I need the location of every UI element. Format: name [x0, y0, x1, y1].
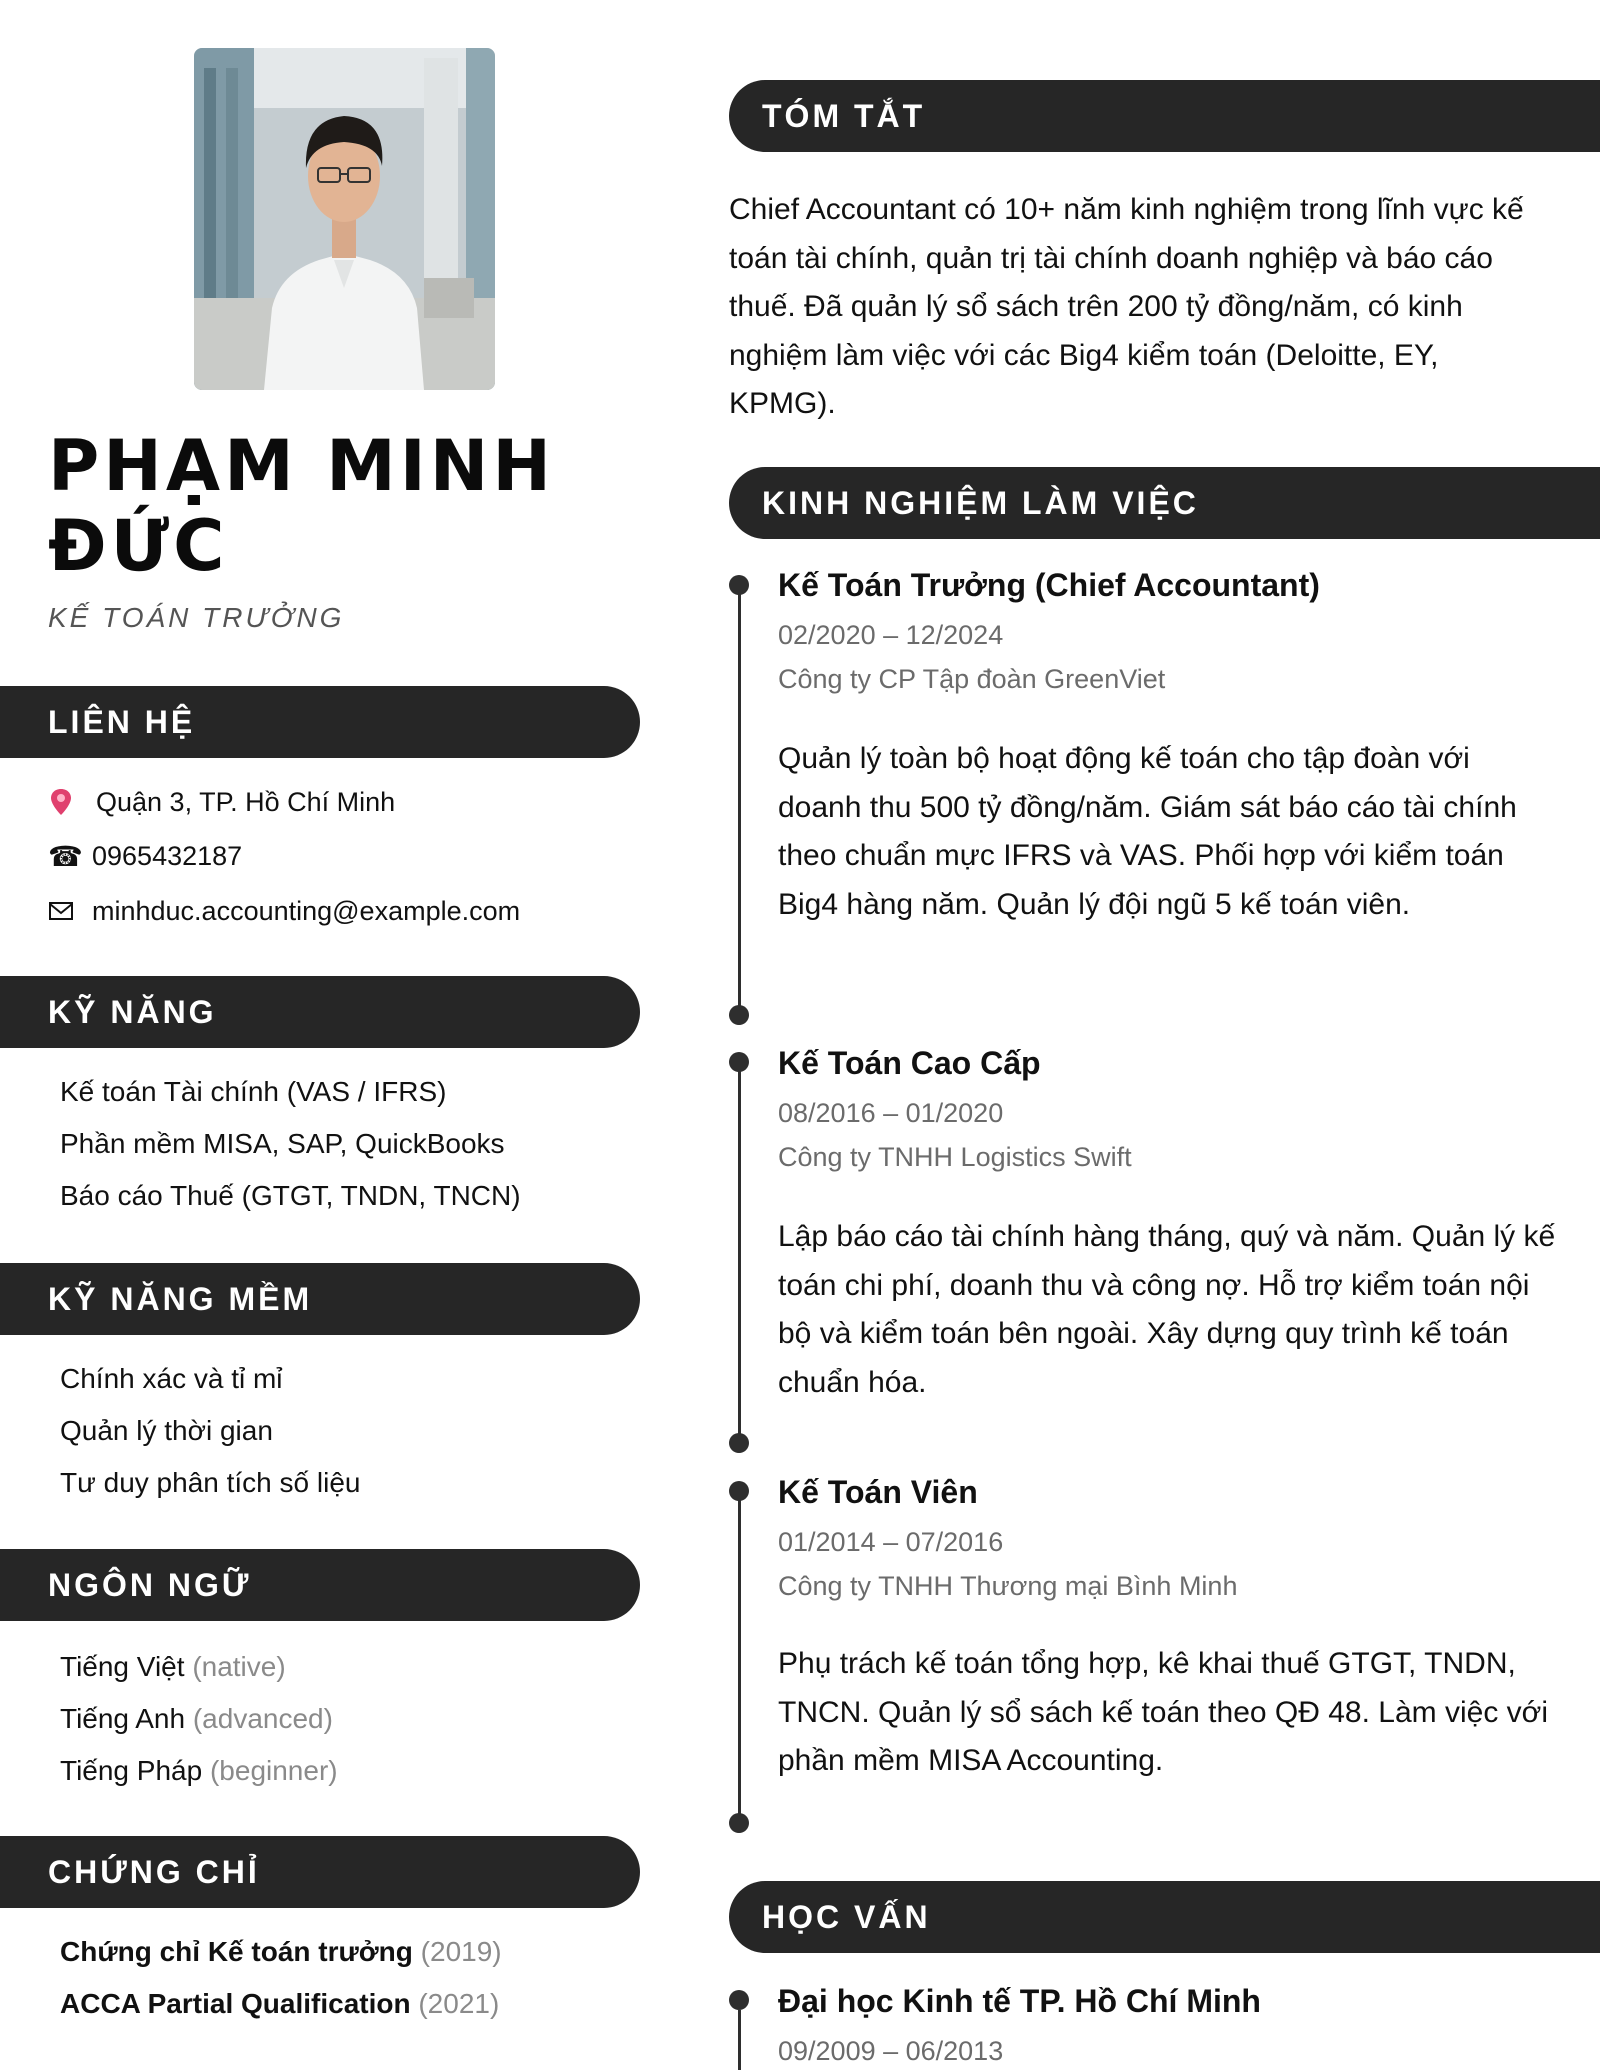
job-company: Công ty TNHH Thương mại Bình Minh	[778, 1571, 1238, 1601]
list-item: Chính xác và tỉ mỉ	[60, 1363, 283, 1394]
contact-address: Quận 3, TP. Hồ Chí Minh	[96, 786, 396, 817]
languages-heading: NGÔN NGỮ	[0, 1549, 640, 1621]
timeline-dot	[729, 1005, 749, 1025]
certificate-name: ACCA Partial Qualification	[60, 1988, 411, 2019]
education-heading: HỌC VẤN	[729, 1881, 1600, 1953]
language-level: (beginner)	[209, 1755, 338, 1786]
language-level: (advanced)	[192, 1703, 333, 1734]
skills-list	[60, 1066, 521, 1222]
location-pin-icon	[48, 786, 86, 818]
candidate-job-title: KẾ TOÁN TRƯỞNG	[48, 602, 345, 633]
timeline-line	[738, 1491, 741, 1823]
languages-list	[60, 1641, 338, 1797]
job-dates: 02/2020 – 12/2024	[778, 620, 1004, 650]
timeline-dot	[729, 1990, 749, 2010]
skills-heading: KỸ NĂNG	[0, 976, 640, 1048]
profile-photo	[194, 48, 495, 390]
certificate-item	[60, 1926, 502, 1978]
soft-skills-list	[60, 1353, 360, 1509]
job-company: Công ty CP Tập đoàn GreenViet	[778, 664, 1166, 694]
language-item	[60, 1745, 338, 1797]
list-item: Báo cáo Thuế (GTGT, TNDN, TNCN)	[60, 1180, 521, 1211]
list-item: Tư duy phân tích số liệu	[60, 1467, 361, 1498]
certificate-name: Chứng chỉ Kế toán trưởng	[60, 1936, 413, 1967]
timeline-dot	[729, 1481, 749, 1501]
soft-skills-heading: KỸ NĂNG MỀM	[0, 1263, 640, 1335]
contact-address-row	[48, 786, 395, 818]
list-item: Phần mềm MISA, SAP, QuickBooks	[60, 1128, 505, 1159]
job-dates: 08/2016 – 01/2020	[778, 1098, 1004, 1128]
summary-text: Chief Accountant có 10+ năm kinh nghiệm trong lĩnh vực kế toán tài chính, quản trị tài chính doanh nghiệp và báo cáo thuế. Đã quản lý sổ sách trên 200 tỷ đồng/năm, có kinh nghiệm làm việc với các Big4 kiểm toán (Deloitte, EY, KPMG).	[729, 193, 1524, 420]
job-description: Phụ trách kế toán tổng hợp, kê khai thuế GTGT, TNDN, TNCN. Quản lý sổ sách kế toán theo QĐ 48. Làm việc với phần mềm MISA Accounting.	[778, 1647, 1548, 1777]
timeline-dot	[729, 1433, 749, 1453]
email-icon	[48, 895, 86, 927]
job-description: Quản lý toàn bộ hoạt động kế toán cho tập đoàn với doanh thu 500 tỷ đồng/năm. Giám sát báo cáo tài chính theo chuẩn mực IFRS và VAS. Phối hợp với kiểm toán Big4 hàng năm. Quản lý đội ngũ 5 kế toán viên.	[778, 742, 1517, 921]
language-item	[60, 1641, 338, 1693]
summary-heading: TÓM TẮT	[729, 80, 1600, 152]
left-column	[0, 0, 660, 2070]
timeline-line	[738, 1062, 741, 1442]
education-dates: 09/2009 – 06/2013	[778, 2036, 1004, 2066]
profile-photo-illustration	[194, 48, 495, 390]
list-item: Quản lý thời gian	[60, 1415, 273, 1446]
job-title: Kế Toán Cao Cấp	[778, 1045, 1041, 1081]
contact-email[interactable]: minhduc.accounting@example.com	[92, 895, 521, 926]
job-dates: 01/2014 – 07/2016	[778, 1527, 1004, 1557]
certificates-heading: CHỨNG CHỈ	[0, 1836, 640, 1908]
job-description: Lập báo cáo tài chính hàng tháng, quý và năm. Quản lý kế toán chi phí, doanh thu và công nợ. Hỗ trợ kiểm toán nội bộ và kiểm toán bên ngoài. Xây dựng quy trình kế toán chuẩn hóa.	[778, 1220, 1556, 1399]
list-item: Kế toán Tài chính (VAS / IFRS)	[60, 1076, 447, 1107]
certificate-year: (2019)	[420, 1936, 502, 1967]
language-level: (native)	[192, 1651, 286, 1682]
timeline-dot	[729, 1052, 749, 1072]
candidate-name: PHẠM MINH ĐỨC	[48, 425, 555, 587]
contact-phone[interactable]: 0965432187	[92, 840, 243, 871]
timeline-line	[738, 585, 741, 1015]
certificates-list	[60, 1926, 502, 2030]
contact-phone-row	[48, 840, 242, 872]
experience-heading: KINH NGHIỆM LÀM VIỆC	[729, 467, 1600, 539]
language-name: Tiếng Anh	[60, 1703, 186, 1734]
job-title: Kế Toán Viên	[778, 1474, 978, 1510]
timeline-dot	[729, 1813, 749, 1833]
certificate-year: (2021)	[418, 1988, 500, 2019]
education-school: Đại học Kinh tế TP. Hồ Chí Minh	[778, 1983, 1261, 2019]
timeline-dot	[729, 575, 749, 595]
certificate-item	[60, 1978, 502, 2030]
timeline-line	[738, 2010, 741, 2070]
language-name: Tiếng Pháp	[60, 1755, 203, 1786]
language-name: Tiếng Việt	[60, 1651, 185, 1682]
phone-icon: ☎	[48, 840, 83, 872]
language-item	[60, 1693, 338, 1745]
job-company: Công ty TNHH Logistics Swift	[778, 1142, 1132, 1172]
contact-email-row	[48, 895, 520, 927]
job-title: Kế Toán Trưởng (Chief Accountant)	[778, 567, 1320, 603]
contact-heading: LIÊN HỆ	[0, 686, 640, 758]
